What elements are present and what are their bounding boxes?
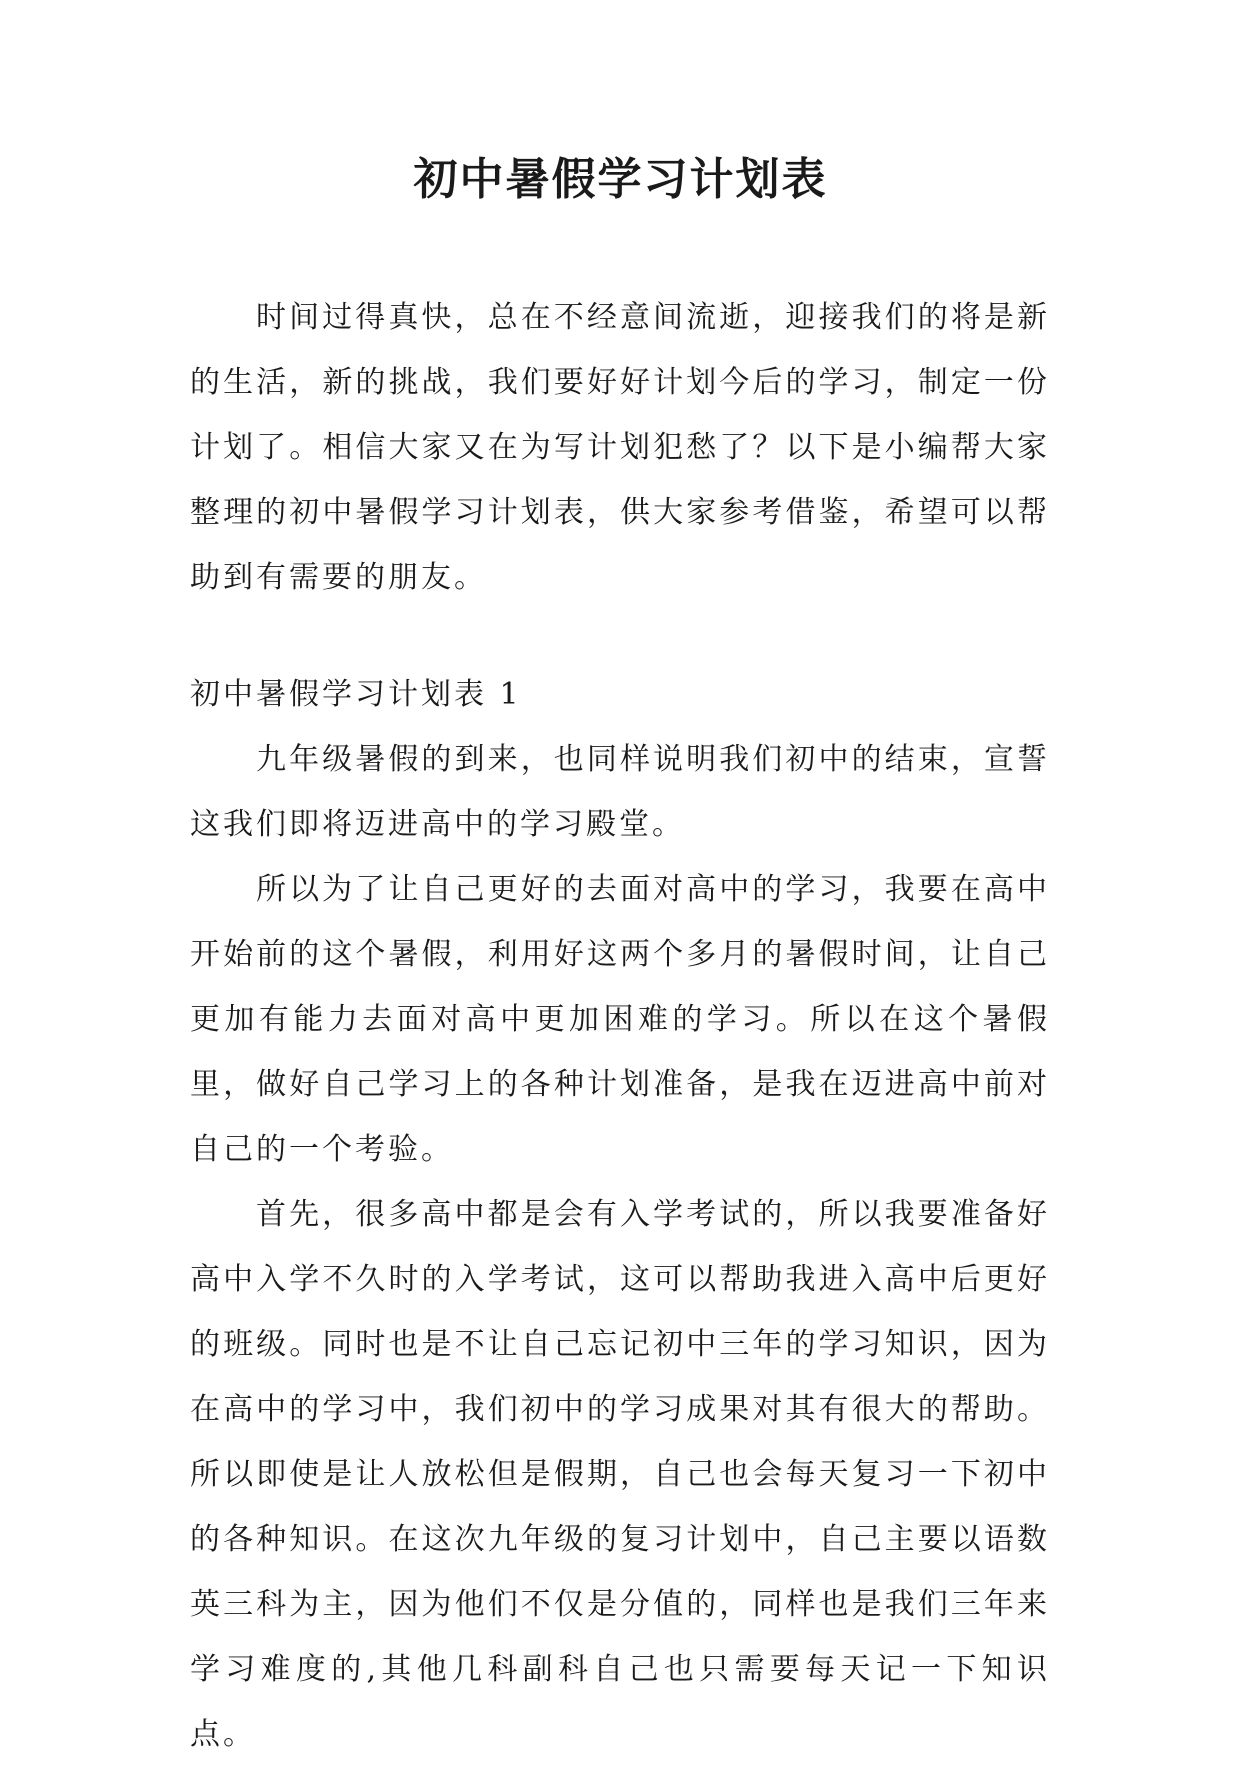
document-body bbox=[190, 285, 1050, 1767]
body-paragraph: 首先，很多高中都是会有入学考试的，所以我要准备好高中入学不久时的入学考试，这可以帮助我进入高中后更好的班级。同时也是不让自己忘记初中三年的学习知识，因为在高中的学习中，我们初中的学习成果对其有很大的帮助。所以即使是让人放松但是假期，自己也会每天复习一下初中的各种知识。在这次九年级的复习计划中，自己主要以语数英三科为主，因为他们不仅是分值的，同样也是我们三年来学习难度的,其他几科副科自己也只需要每天记一下知识点。 bbox=[190, 1197, 1050, 1752]
intro-paragraph: 时间过得真快，总在不经意间流逝，迎接我们的将是新的生活，新的挑战，我们要好好计划今后的学习，制定一份计划了。相信大家又在为写计划犯愁了？以下是小编帮大家整理的初中暑假学习计划表，供大家参考借鉴，希望可以帮助到有需要的朋友。 bbox=[190, 300, 1050, 595]
document-title: 初中暑假学习计划表 bbox=[413, 154, 828, 205]
body-paragraph: 九年级暑假的到来，也同样说明我们初中的结束，宣誓这我们即将迈进高中的学习殿堂。 bbox=[190, 742, 1050, 842]
body-paragraph: 所以为了让自己更好的去面对高中的学习，我要在高中开始前的这个暑假，利用好这两个多月的暑假时间，让自己更加有能力去面对高中更加困难的学习。所以在这个暑假里，做好自己学习上的各种计划准备，是我在迈进高中前对自己的一个考验。 bbox=[190, 872, 1050, 1167]
section-heading: 初中暑假学习计划表 1 bbox=[190, 677, 522, 712]
